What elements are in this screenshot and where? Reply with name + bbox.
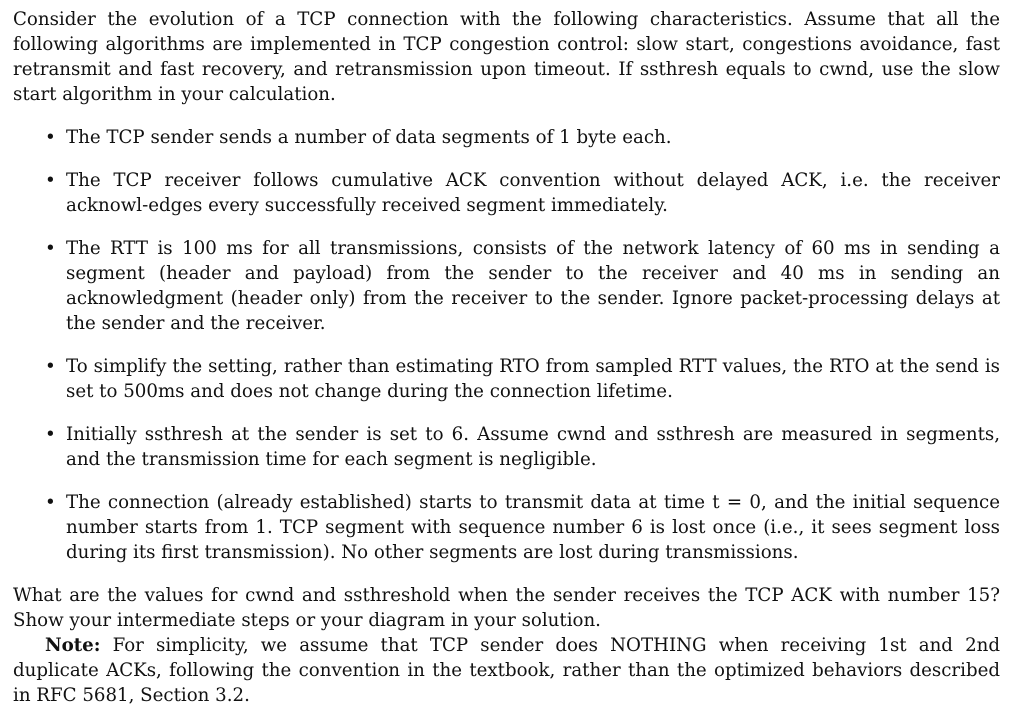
list-item-text: The connection (already established) starts to transmit data at time t = 0, and the initial sequence number starts from 1. TCP segment with sequence number 6 is lost once (i.e., it sees segment loss during its first transmission). No other segments are lost during transmissions. [66, 492, 1000, 563]
intro-paragraph: Consider the evolution of a TCP connection with the following characteristics. Assume that all the following algorithms are implemented in TCP congestion control: slow start, congestions avoidance, fast retransmit and fast recovery, and retransmission upon timeout. If ssthresh equals to cwnd, use the slow start algorithm in your calculation. [13, 9, 1000, 105]
list-item [13, 490, 1000, 565]
list-item-text: To simplify the setting, rather than estimating RTO from sampled RTT values, the RTO at the send is set to 500ms and does not change during the connection lifetime. [66, 356, 1000, 402]
list-item [13, 125, 1000, 150]
bullet-icon: • [45, 127, 56, 148]
note-text: For simplicity, we assume that TCP sender does NOTHING when receiving 1st and 2nd duplicate ACKs, following the convention in the textbook, rather than the optimized behaviors described in RFC 5681, Section 3.2. [13, 635, 1000, 706]
list-item [13, 236, 1000, 336]
question-paragraph: What are the values for cwnd and ssthreshold when the sender receives the TCP ACK with number 15? Show your intermediate steps or your diagram in your solution. [13, 585, 1000, 631]
list-item-text: Initially ssthresh at the sender is set to 6. Assume cwnd and ssthresh are measured in segments, and the transmission time for each segment is negligible. [66, 424, 1000, 470]
list-item-text: The TCP receiver follows cumulative ACK convention without delayed ACK, i.e. the receiver acknowl-edges every successfully received segment immediately. [66, 170, 1000, 216]
assumptions-list [13, 125, 1000, 565]
list-item-text: The TCP sender sends a number of data segments of 1 byte each. [66, 127, 672, 148]
list-item [13, 422, 1000, 472]
bullet-icon: • [45, 170, 56, 191]
bullet-icon: • [45, 492, 56, 513]
list-item [13, 168, 1000, 218]
list-item [13, 354, 1000, 404]
list-item-text: The RTT is 100 ms for all transmissions, consists of the network latency of 60 ms in sending a segment (header and payload) from the sender to the receiver and 40 ms in sending an acknowledgment (header only) from the receiver to the sender. Ignore packet-processing delays at the sender and the receiver. [66, 238, 1000, 334]
bullet-icon: • [45, 356, 56, 377]
note-label: Note: [45, 635, 101, 656]
bullet-icon: • [45, 238, 56, 259]
note-paragraph [13, 633, 1000, 708]
bullet-icon: • [45, 424, 56, 445]
